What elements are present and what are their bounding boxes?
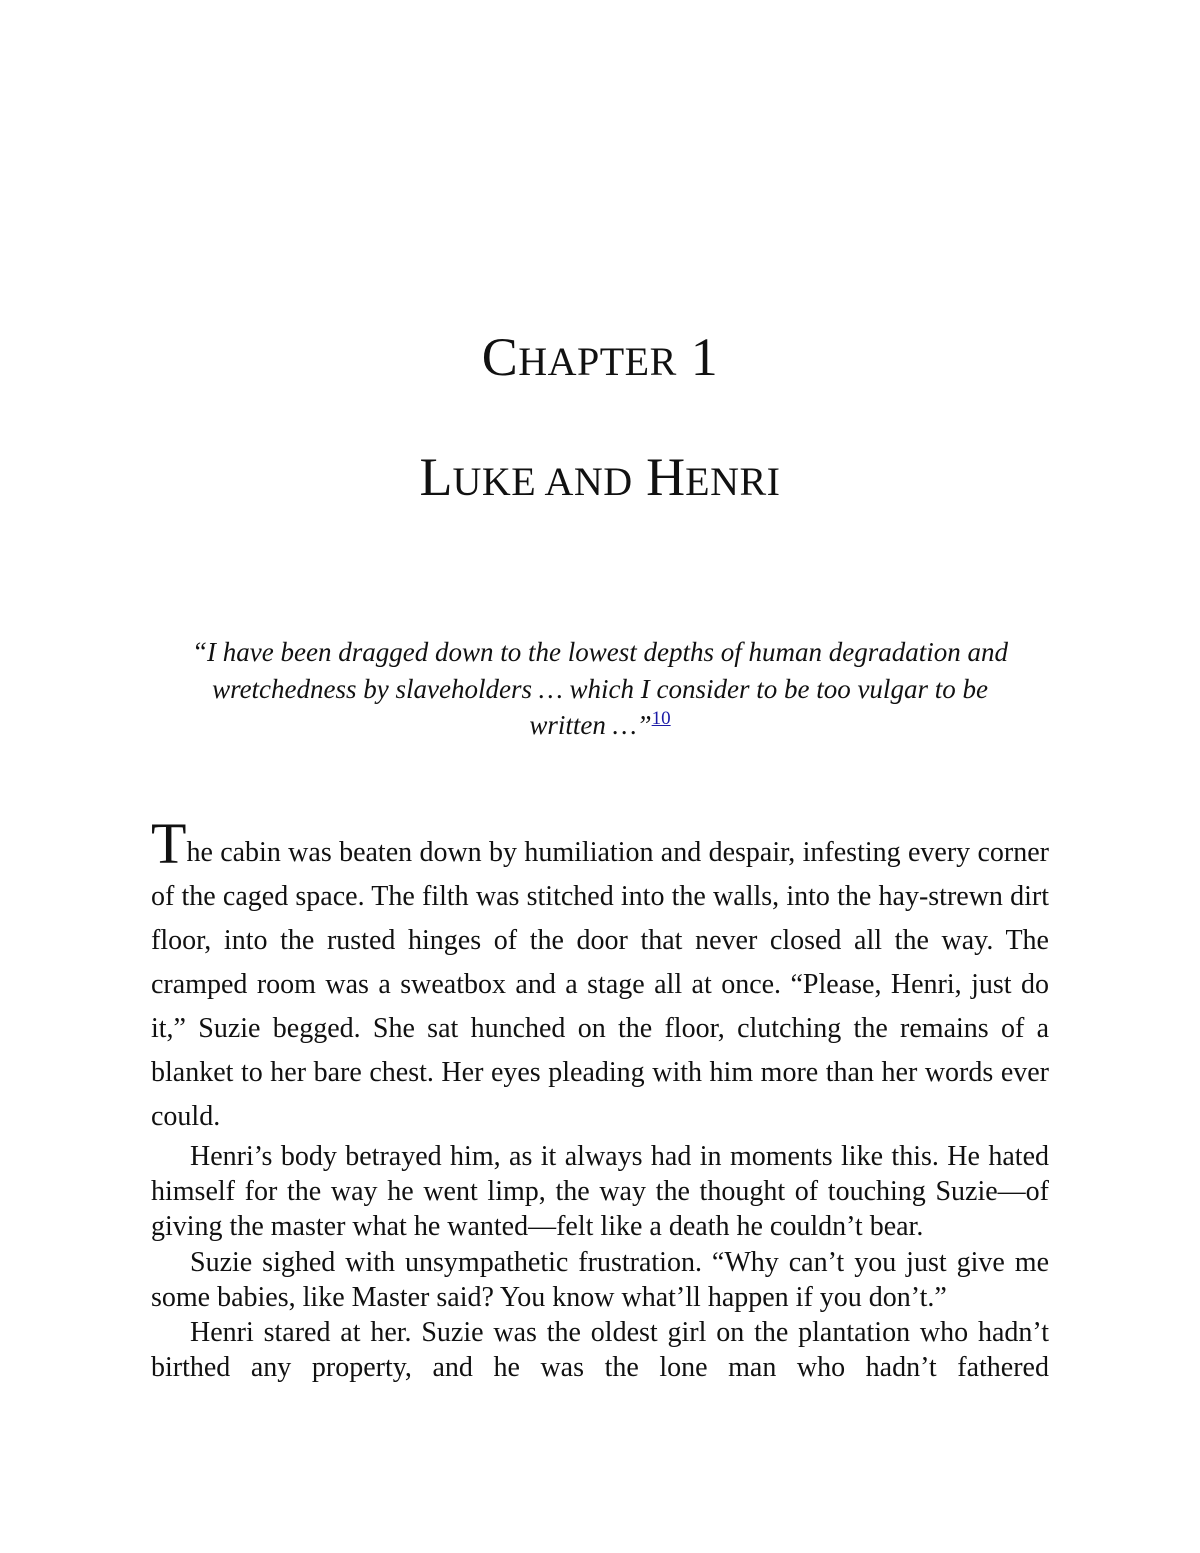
chapter-number-initial: C (481, 327, 519, 387)
chapter-title-smallcaps-1: UKE AND (452, 459, 633, 504)
paragraph-2: Henri’s body betrayed him, as it always had in moments like this. He hated himself for the way he went limp, the way the thought of touching Suzie—of giving the master what he wanted—felt like a death he couldn’t bear. (151, 1141, 1049, 1243)
chapter-title-initial-h: H (632, 447, 686, 507)
chapter-title-heading (0, 446, 1200, 513)
drop-cap: T (151, 811, 187, 876)
chapter-number-smallcaps: HAPTER (518, 339, 677, 384)
chapter-number-heading (0, 326, 1200, 393)
paragraph-1 (151, 811, 1049, 1139)
epigraph-text: “I have been dragged down to the lowest depths of human degradation and wretchedness by slaveholders … which I consider to be too vulgar to be written …” (192, 637, 1008, 740)
chapter-title-initial-l: L (419, 447, 453, 507)
footnote-link[interactable]: 10 (651, 708, 671, 729)
chapter-body (151, 811, 1049, 1385)
paragraph-4: Henri stared at her. Suzie was the oldest girl on the plantation who hadn’t birthed any property, and he was the lone man who hadn’t fathered (151, 1317, 1049, 1384)
paragraph-3: Suzie sighed with unsympathetic frustration. “Why can’t you just give me some babies, like Master said? You know what’ll happen if you don’t.” (151, 1246, 1049, 1313)
chapter-title-smallcaps-2: ENRI (685, 459, 781, 504)
paragraph-1-text: he cabin was beaten down by humiliation and despair, infesting every corner of the caged space. The filth was stitched into the walls, into the hay-strewn dirt floor, into the rusted hinges of the door that never closed all the way. The cramped room was a sweatbox and a stage all at once. “Please, Henri, just do it,” Suzie begged. She sat hunched on the floor, clutching the remains of a blanket to her bare chest. Her eyes pleading with him more than her words ever could. (151, 837, 1049, 1132)
chapter-number-value: 1 (676, 327, 719, 387)
epigraph-quote (180, 634, 1020, 744)
